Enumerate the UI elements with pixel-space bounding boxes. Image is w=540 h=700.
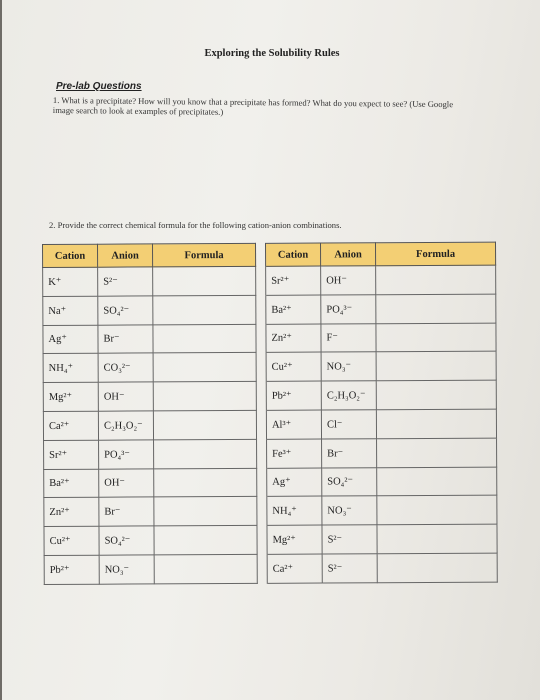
- page-title: Exploring the Solubility Rules: [204, 48, 340, 59]
- header-cation-right: Cation: [265, 243, 320, 266]
- header-anion-left: Anion: [98, 244, 153, 267]
- table-row: [44, 524, 497, 555]
- prelab-heading: Pre-lab Questions: [56, 81, 142, 92]
- cation-cell: Ba²⁺: [266, 295, 321, 324]
- worksheet-page: [2, 0, 540, 700]
- formula-input-cell[interactable]: [376, 352, 496, 381]
- anion-cell: NO₃⁻: [99, 555, 154, 584]
- formula-input-cell[interactable]: [154, 439, 257, 468]
- table-row: [44, 553, 497, 584]
- anion-cell: OH⁻: [99, 468, 154, 497]
- question-1: 1. What is a precipitate? How will you know that a precipitate has formed? What do you expect to see? (Use Google image search to look at examples of precipitates.): [52, 95, 454, 117]
- formula-input-cell[interactable]: [377, 467, 497, 496]
- table-header-row: [43, 242, 496, 267]
- anion-cell: OH⁻: [321, 266, 376, 295]
- formula-input-cell[interactable]: [376, 294, 496, 323]
- formula-input-cell[interactable]: [153, 266, 256, 295]
- anion-cell: F⁻: [321, 323, 376, 352]
- cation-cell: Sr²⁺: [44, 440, 99, 469]
- table-row: [44, 438, 497, 469]
- anion-cell: PO₄³⁻: [321, 295, 376, 324]
- cation-cell: Cu²⁺: [44, 526, 99, 555]
- column-gap: [256, 410, 266, 439]
- header-formula-left: Formula: [153, 243, 256, 267]
- column-gap: [257, 497, 267, 526]
- column-gap: [257, 525, 267, 554]
- anion-cell: S²⁻: [98, 267, 153, 296]
- anion-cell: C₂H₃O₂⁻: [321, 381, 376, 410]
- anion-cell: Br⁻: [322, 439, 377, 468]
- cation-cell: Mg²⁺: [43, 382, 98, 411]
- table-row: [43, 380, 496, 411]
- table-row: [43, 323, 496, 354]
- formula-input-cell[interactable]: [153, 382, 256, 411]
- cation-cell: Cu²⁺: [266, 352, 321, 381]
- column-gap: [256, 266, 266, 295]
- cation-cell: Pb²⁺: [266, 381, 321, 410]
- formula-input-cell[interactable]: [376, 409, 496, 438]
- anion-cell: SO₄²⁻: [322, 467, 377, 496]
- anion-cell: CO₃²⁻: [98, 353, 153, 382]
- formula-input-cell[interactable]: [153, 353, 256, 382]
- cation-cell: Ca²⁺: [43, 411, 98, 440]
- table-row: [44, 495, 497, 526]
- column-gap: [256, 353, 266, 382]
- header-cation-left: Cation: [43, 244, 98, 267]
- formula-input-cell[interactable]: [377, 495, 497, 524]
- table-row: [44, 467, 497, 498]
- anion-cell: OH⁻: [98, 382, 153, 411]
- cation-cell: Ba²⁺: [44, 469, 99, 498]
- anion-cell: NO₃⁻: [321, 352, 376, 381]
- anion-cell: Br⁻: [98, 325, 153, 354]
- cation-cell: Zn²⁺: [266, 324, 321, 353]
- formula-input-cell[interactable]: [377, 438, 497, 467]
- cation-cell: Pb²⁺: [44, 555, 99, 584]
- formula-input-cell[interactable]: [154, 554, 257, 583]
- cation-cell: Mg²⁺: [267, 525, 322, 554]
- cation-anion-table: [42, 242, 498, 585]
- header-formula-right: Formula: [375, 242, 495, 266]
- column-gap: [256, 295, 266, 324]
- cation-cell: Ag⁺: [267, 468, 322, 497]
- formula-input-cell[interactable]: [154, 497, 257, 526]
- cation-cell: Fe³⁺: [267, 439, 322, 468]
- cation-cell: Sr²⁺: [266, 266, 321, 295]
- cation-cell: K⁺: [43, 267, 98, 296]
- anion-cell: SO₄²⁻: [99, 526, 154, 555]
- anion-cell: Cl⁻: [321, 410, 376, 439]
- cation-cell: Zn²⁺: [44, 498, 99, 527]
- cation-cell: NH₄⁺: [43, 354, 98, 383]
- table-row: [43, 294, 496, 325]
- anion-cell: C₂H₃O₂⁻: [98, 411, 153, 440]
- formula-input-cell[interactable]: [376, 323, 496, 352]
- column-gap: [255, 243, 265, 266]
- anion-cell: SO₄²⁻: [98, 296, 153, 325]
- formula-input-cell[interactable]: [153, 324, 256, 353]
- column-gap: [256, 382, 266, 411]
- column-gap: [256, 324, 266, 353]
- anion-cell: S²⁻: [322, 554, 377, 583]
- formula-input-cell[interactable]: [154, 468, 257, 497]
- column-gap: [257, 468, 267, 497]
- formula-input-cell[interactable]: [376, 380, 496, 409]
- column-gap: [257, 439, 267, 468]
- anion-cell: S²⁻: [322, 525, 377, 554]
- column-gap: [257, 554, 267, 583]
- formula-input-cell[interactable]: [376, 265, 496, 294]
- table-row: [43, 409, 496, 440]
- cation-cell: Na⁺: [43, 296, 98, 325]
- formula-input-cell[interactable]: [153, 410, 256, 439]
- formula-input-cell[interactable]: [153, 295, 256, 324]
- anion-cell: Br⁻: [99, 497, 154, 526]
- cation-cell: Al³⁺: [266, 410, 321, 439]
- formula-input-cell[interactable]: [377, 553, 497, 582]
- anion-cell: PO₄³⁻: [99, 440, 154, 469]
- anion-cell: NO₃⁻: [322, 496, 377, 525]
- formula-input-cell[interactable]: [377, 524, 497, 553]
- cation-cell: NH₄⁺: [267, 496, 322, 525]
- header-anion-right: Anion: [320, 243, 375, 266]
- cation-cell: Ag⁺: [43, 325, 98, 354]
- formula-input-cell[interactable]: [154, 526, 257, 555]
- question-2: 2. Provide the correct chemical formula for the following cation-anion combinations.: [49, 220, 342, 230]
- table-row: [43, 352, 496, 383]
- cation-cell: Ca²⁺: [267, 554, 322, 583]
- table-row: [43, 265, 496, 296]
